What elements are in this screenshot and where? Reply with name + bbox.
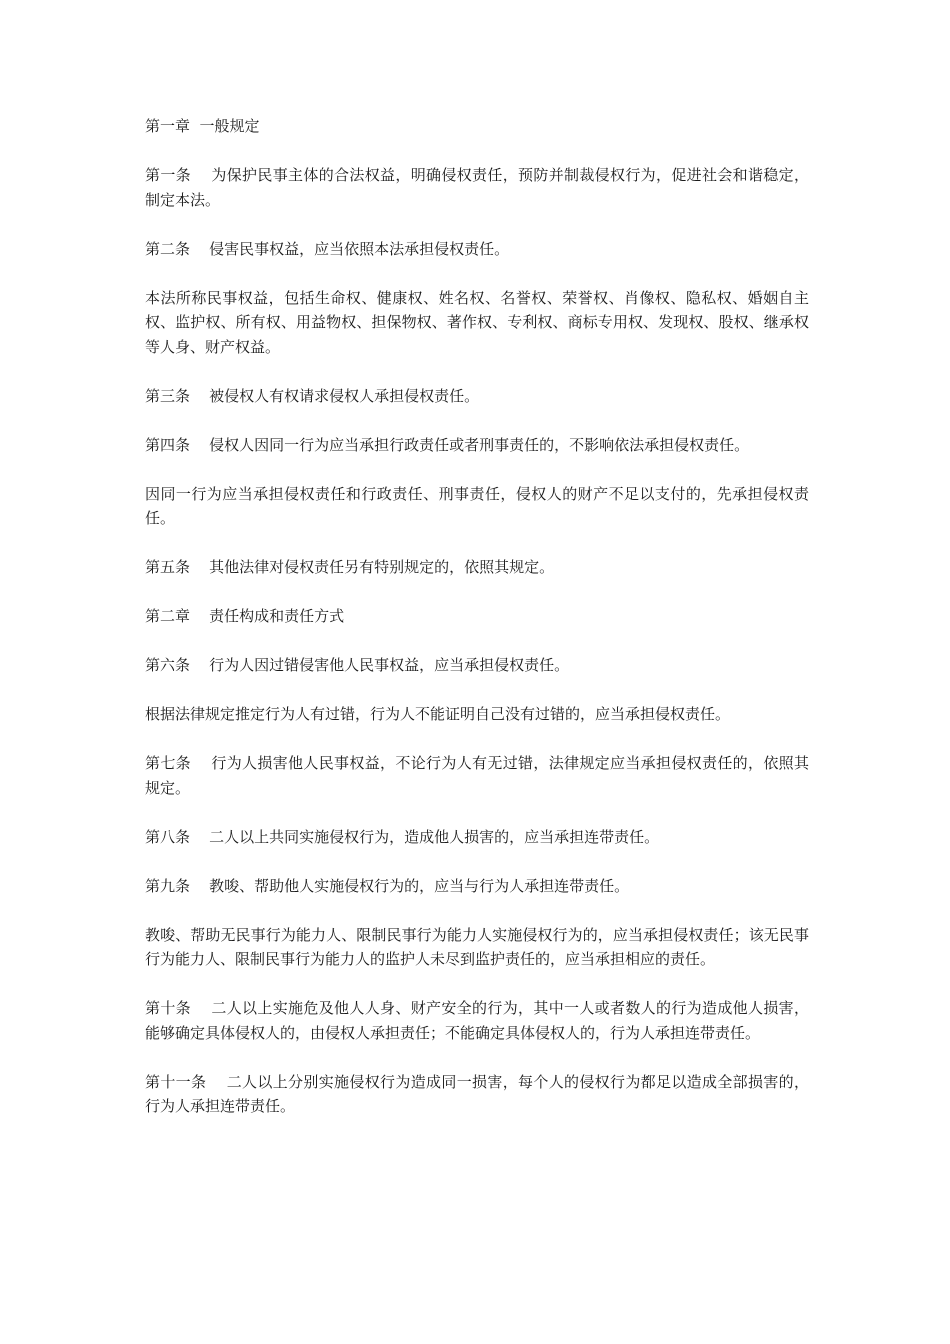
article-3: 第三条 被侵权人有权请求侵权人承担侵权责任。	[145, 386, 480, 405]
article-2-clause: 本法所称民事权益，包括生命权、健康权、姓名权、名誉权、荣誉权、肖像权、隐私权、婚姻自主权、监护权、所有权、用益物权、担保物权、著作权、专利权、商标专用权、发现权、股权、继承权等人身、财产权益。	[145, 288, 809, 356]
article-9: 第九条 教唆、帮助他人实施侵权行为的，应当与行为人承担连带责任。	[145, 876, 630, 895]
article-6-clause: 根据法律规定推定行为人有过错，行为人不能证明自己没有过错的，应当承担侵权责任。	[145, 705, 731, 723]
article-6: 第六条 行为人因过错侵害他人民事权益，应当承担侵权责任。	[145, 656, 570, 674]
article-4-clause: 因同一行为应当承担侵权责任和行政责任、刑事责任，侵权人的财产不足以支付的，先承担侵权责任。	[145, 484, 809, 527]
article-2: 第二条 侵害民事权益，应当依照本法承担侵权责任。	[145, 239, 510, 258]
article-8: 第八条 二人以上共同实施侵权行为，造成他人损害的，应当承担连带责任。	[145, 827, 660, 846]
article-4: 第四条 侵权人因同一行为应当承担行政责任或者刑事责任的，不影响依法承担侵权责任。	[145, 435, 750, 454]
article-9-clause: 教唆、帮助无民事行为能力人、限制民事行为能力人实施侵权行为的，应当承担侵权责任；该无民事行为能力人、限制民事行为能力人的监护人未尽到监护责任的，应当承担相应的责任。	[145, 925, 809, 968]
chapter-heading-2: 第二章 责任构成和责任方式	[145, 607, 345, 625]
article-11: 第十一条 二人以上分别实施侵权行为造成同一损害，每个人的侵权行为都足以造成全部损害的，行为人承担连带责任。	[145, 1072, 809, 1115]
article-1: 第一条 为保护民事主体的合法权益，明确侵权责任，预防并制裁侵权行为，促进社会和谐稳定，制定本法。	[145, 166, 809, 209]
document-page	[145, 114, 809, 1143]
article-10: 第十条 二人以上实施危及他人人身、财产安全的行为，其中一人或者数人的行为造成他人损害，能够确定具体侵权人的，由侵权人承担责任；不能确定具体侵权人的，行为人承担连带责任。	[145, 999, 809, 1042]
article-7: 第七条 行为人损害他人民事权益，不论行为人有无过错，法律规定应当承担侵权责任的，依照其规定。	[145, 754, 809, 797]
chapter-heading-1: 第一章 一般规定	[145, 117, 260, 135]
article-5: 第五条 其他法律对侵权责任另有特别规定的，依照其规定。	[145, 558, 555, 576]
